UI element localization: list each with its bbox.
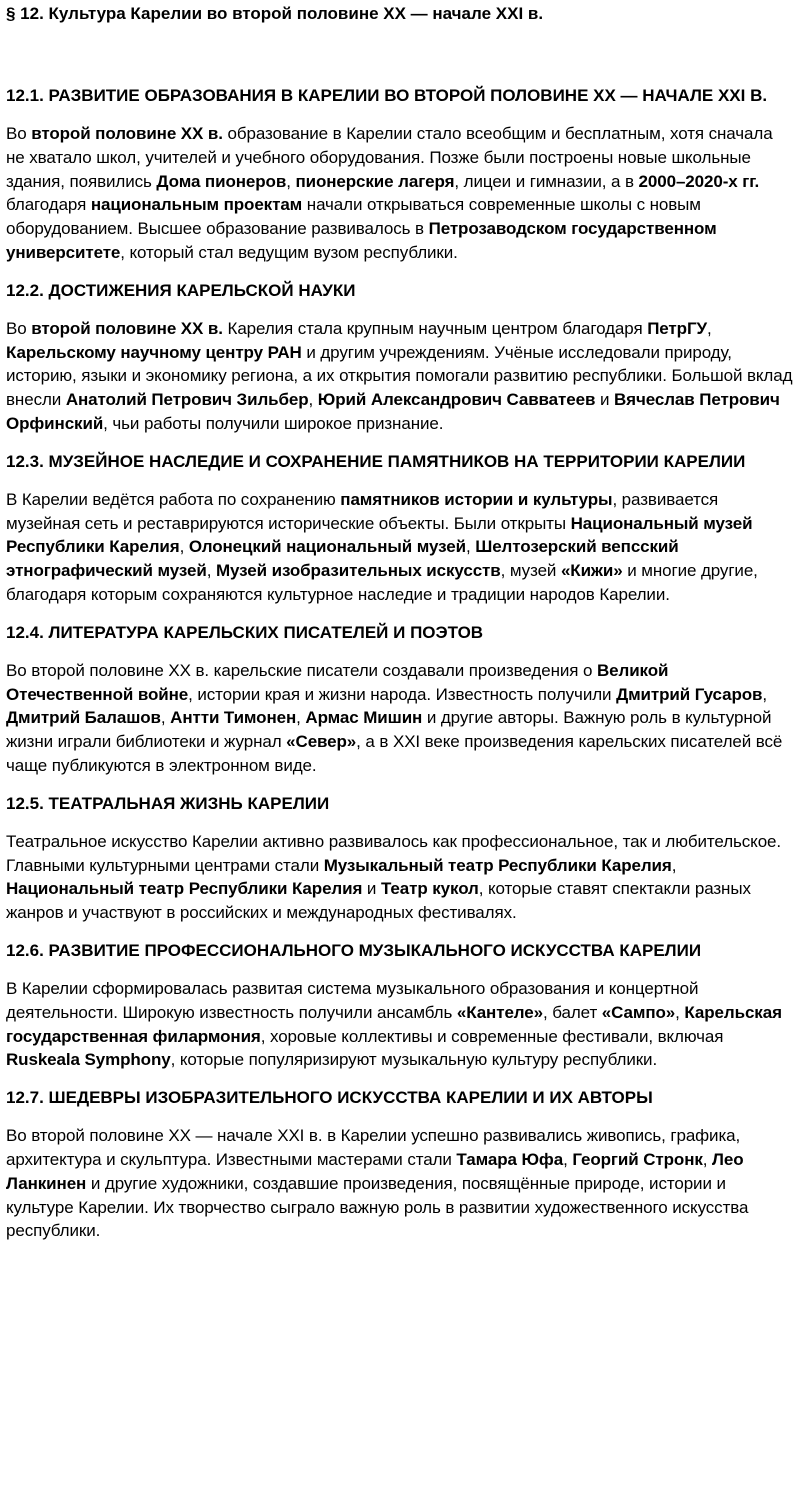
text-run: , — [675, 1002, 685, 1022]
text-run: , — [762, 684, 768, 704]
bold-term: 2000–2020-х гг. — [638, 171, 760, 191]
bold-term: Вячеслав Петрович Орфинский — [6, 390, 780, 433]
section-heading: 12.4. ЛИТЕРАТУРА КАРЕЛЬСКИХ ПИСАТЕЛЕЙ И ПОЭТОВ — [6, 622, 484, 642]
text-run: , которые популяризируют музыкальную культуру республики. — [170, 1050, 658, 1070]
text-run: , который стал ведущим вузом республики. — [120, 242, 458, 262]
text-run: и многие другие, благодаря которым сохраняются культурное наследие и традиции народов Карелии. — [6, 561, 758, 604]
section-paragraph — [6, 977, 794, 1072]
text-run: , — [160, 708, 171, 728]
section-paragraph — [6, 122, 794, 265]
text-run: В Карелии сформировалась развитая система музыкального образования и концертной деятельности. Широкую известность получили ансамбль — [6, 978, 699, 1022]
text-run: и — [362, 879, 381, 899]
text-run: , а в XXI веке произведения карельских писателей всё чаще публикуются в электронном виде. — [6, 732, 783, 775]
text-run: Во второй половине XX — начале XXI в. в Карелии успешно развивались живопись, графика, архитектура и скульптура. Известными мастерами стали — [6, 1126, 741, 1169]
bold-term: Музей изобразительных искусств — [215, 561, 501, 581]
text-run: , — [706, 318, 712, 338]
bold-term: Музыкальный театр Республики Карелия — [323, 855, 672, 875]
bold-term: Великой Отечественной войне — [6, 660, 669, 704]
section-paragraph — [6, 317, 794, 436]
text-run: , которые ставят спектакли разных жанров и участвуют в российских и международных фестивалях. — [6, 879, 751, 923]
section-heading: 12.5. ТЕАТРАЛЬНАЯ ЖИЗНЬ КАРЕЛИИ — [6, 793, 330, 813]
text-run: Театральное искусство Карелии активно развивалось как профессиональное, так и любительское. Главными культурными центрами стали — [6, 831, 782, 875]
text-run: , — [286, 171, 296, 191]
bold-term: Георгий Стронк — [572, 1149, 703, 1169]
text-run: Во — [6, 318, 32, 338]
sections-container — [6, 84, 794, 1243]
text-run: образование в Карелии стало всеобщим и бесплатным, хотя сначала не хватало школ, учителей и учебного оборудования. Позже были построены новые школьные здания, появились — [6, 124, 773, 191]
text-run: , — [465, 537, 476, 557]
section-heading: 12.7. ШЕДЕВРЫ ИЗОБРАЗИТЕЛЬНОГО ИСКУССТВА КАРЕЛИИ И ИХ АВТОРЫ — [6, 1088, 653, 1108]
bold-term: памятников истории и культуры — [340, 489, 613, 509]
text-run: , чьи работы получили широкое признание. — [103, 413, 444, 433]
text-run: , — [671, 855, 677, 875]
text-run: благодаря — [6, 195, 91, 215]
bold-term: «Кантеле» — [456, 1002, 543, 1022]
bold-term: Национальный музей Республики Карелия — [6, 513, 753, 557]
section-paragraph — [6, 488, 794, 607]
section-heading: 12.3. МУЗЕЙНОЕ НАСЛЕДИЕ И СОХРАНЕНИЕ ПАМЯТНИКОВ НА ТЕРРИТОРИИ КАРЕЛИИ — [6, 451, 746, 471]
bold-term: Олонецкий национальный музей — [188, 537, 466, 557]
text-run: , балет — [543, 1002, 602, 1022]
text-run: Во второй половине XX в. карельские писатели создавали произведения о — [6, 660, 597, 680]
bold-term: Дома пионеров — [156, 171, 287, 191]
bold-term: пионерские лагеря — [295, 171, 455, 191]
text-run: , лицеи и гимназии, а в — [454, 171, 639, 191]
text-run: , развивается музейная сеть и реставрируются исторические объекты. Были открыты — [6, 489, 719, 533]
bold-term: «Север» — [286, 732, 357, 752]
text-run: и другие авторы. Важную роль в культурной жизни играли библиотеки и журнал — [6, 708, 772, 752]
bold-term: Юрий Александрович Савватеев — [317, 390, 596, 410]
text-run: , истории края и жизни народа. Известность получили — [188, 684, 617, 704]
section-heading: 12.2. ДОСТИЖЕНИЯ КАРЕЛЬСКОЙ НАУКИ — [6, 280, 356, 300]
bold-term: Дмитрий Гусаров — [616, 684, 763, 704]
bold-term: Дмитрий Балашов — [6, 708, 161, 728]
text-run: , — [563, 1149, 573, 1169]
bold-term: ПетрГУ — [647, 318, 707, 338]
bold-term: второй половине XX в. — [31, 318, 223, 338]
section-paragraph — [6, 1124, 794, 1243]
bold-term: Ruskeala Symphony — [6, 1050, 171, 1070]
bold-term: Лео Ланкинен — [6, 1149, 744, 1193]
text-run: и другие художники, создавшие произведения, посвящённые природе, истории и культуре Карелии. Их творчество сыграло важную роль в развитии художественного искусства республики. — [6, 1173, 749, 1241]
text-run: В Карелии ведётся работа по сохранению — [6, 489, 341, 509]
text-run: , — [296, 708, 306, 728]
bold-term: «Кижи» — [560, 561, 623, 581]
text-run: , — [308, 390, 318, 410]
text-run: , хоровые коллективы и современные фестивали, включая — [260, 1026, 724, 1046]
section-heading: 12.1. РАЗВИТИЕ ОБРАЗОВАНИЯ В КАРЕЛИИ ВО ВТОРОЙ ПОЛОВИНЕ XX — НАЧАЛЕ XXI В. — [6, 86, 768, 105]
text-run: , — [206, 561, 216, 581]
bold-term: Армас Мишин — [305, 708, 423, 728]
text-run: начали открываться современные школы с новым оборудованием. Высшее образование развивалось в — [6, 195, 701, 239]
bold-term: Анатолий Петрович Зильбер — [65, 390, 309, 410]
bold-term: Петрозаводском государственном университете — [6, 219, 717, 262]
bold-term: национальным проектам — [90, 195, 303, 215]
bold-term: Шелтозерский вепсский этнографический музей — [6, 537, 679, 581]
bold-term: Карельскому научному центру РАН — [6, 342, 302, 362]
text-run: Карелия стала крупным научным центром благодаря — [222, 318, 648, 338]
bold-term: «Сампо» — [601, 1002, 676, 1022]
bold-term: Тамара Юфа — [456, 1149, 564, 1169]
text-run: , — [702, 1149, 713, 1169]
bold-term: Национальный театр Республики Карелия — [6, 879, 363, 899]
text-run: и другим учреждениям. Учёные исследовали природу, историю, языки и экономику региона, а их открытия помогали развитию республики. Большой вклад внесли — [6, 342, 793, 410]
section-paragraph — [6, 830, 794, 925]
bold-term: Антти Тимонен — [170, 708, 297, 728]
page-title: § 12. Культура Карелии во второй половине XX — начале XXI в. — [6, 4, 544, 23]
bold-term: второй половине XX в. — [31, 124, 223, 143]
bold-term: Карельская государственная филармония — [6, 1002, 782, 1046]
section-paragraph — [6, 659, 794, 778]
text-run: и — [595, 390, 614, 410]
text-run: , — [179, 537, 189, 557]
text-run: Во — [6, 124, 32, 143]
bold-term: Театр кукол — [380, 879, 479, 899]
text-run: , музей — [500, 561, 561, 581]
section-heading: 12.6. РАЗВИТИЕ ПРОФЕССИОНАЛЬНОГО МУЗЫКАЛЬНОГО ИСКУССТВА КАРЕЛИИ — [6, 940, 702, 960]
